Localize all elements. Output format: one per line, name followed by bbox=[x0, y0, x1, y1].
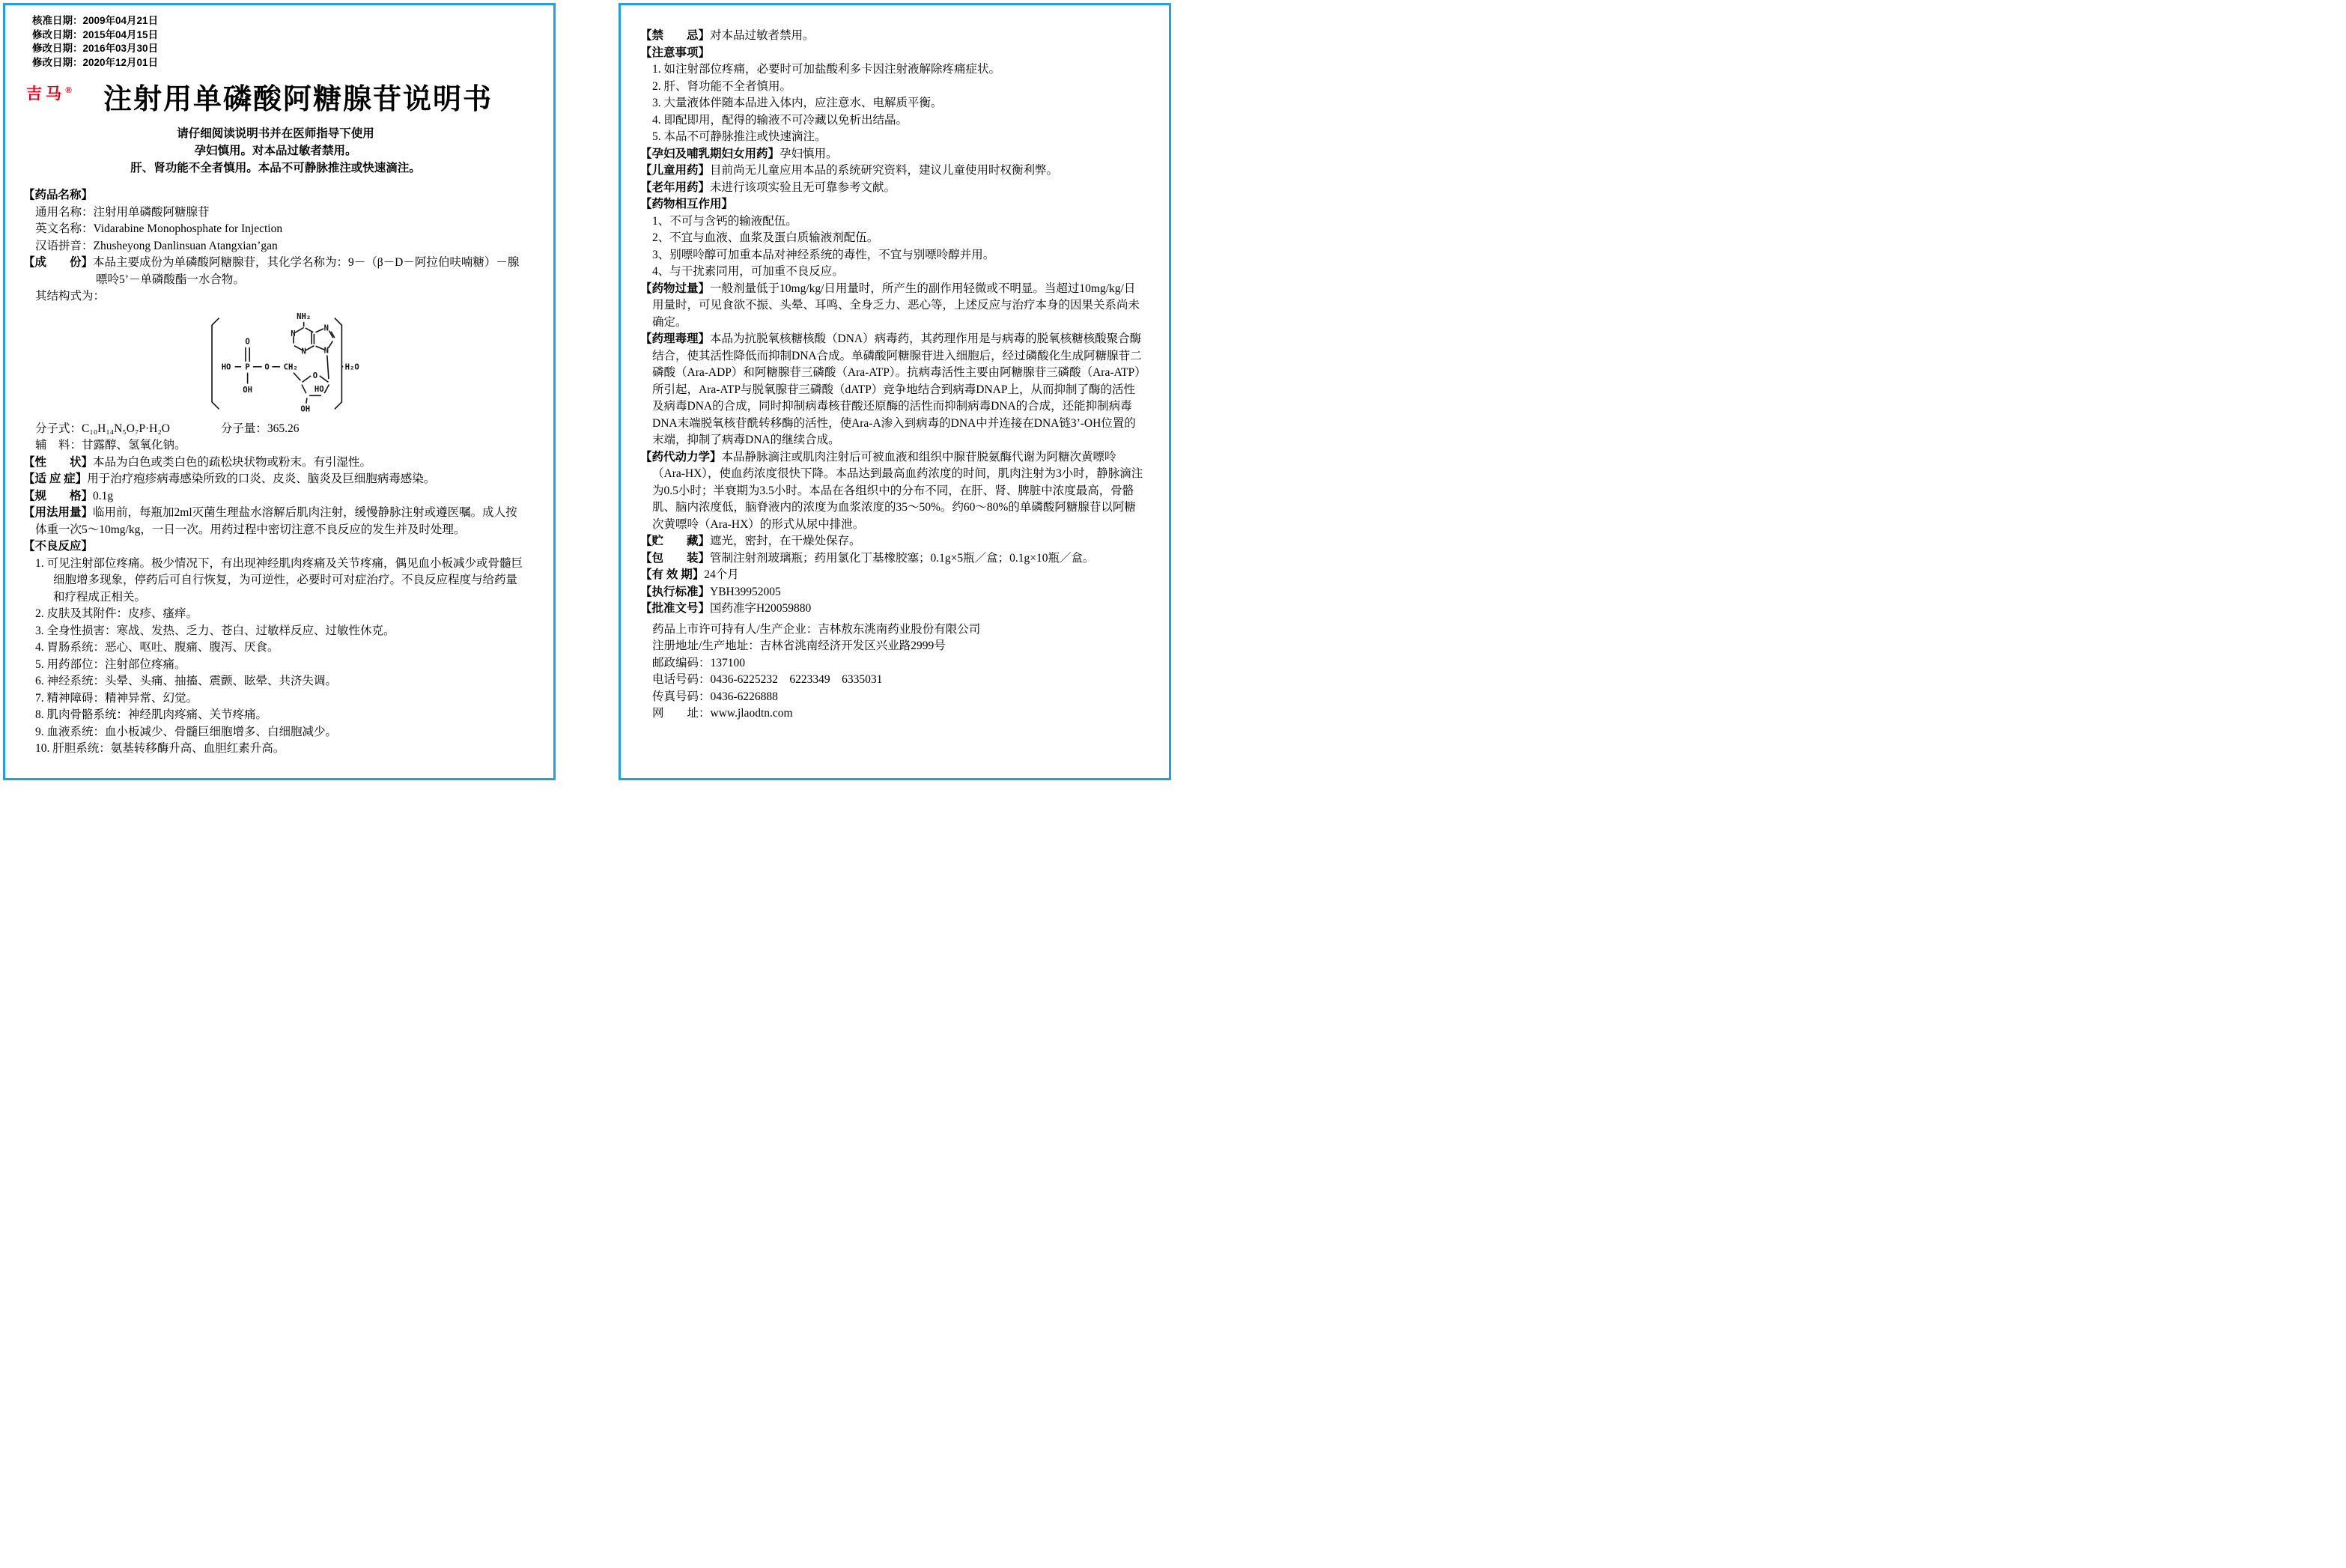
paragraph: 1、不可与含钙的输液配伍。 bbox=[652, 214, 797, 228]
paragraph: 汉语拼音：Zhusheyong Danlinsuan Atangxian’gan bbox=[35, 239, 278, 252]
svg-text:OH: OH bbox=[300, 404, 311, 413]
section-entry: 【有 效 期】24个月 bbox=[640, 568, 739, 581]
approval-date-line: 修改日期：2016年03月30日 bbox=[32, 43, 159, 54]
section-entry: 【适 应 症】用于治疗疱疹病毒感染所致的口炎、皮炎、脑炎及巨细胞病毒感染。 bbox=[23, 472, 436, 485]
section-entry bbox=[23, 538, 528, 556]
paragraph: 药品上市许可持有人/生产企业：吉林敖东洮南药业股份有限公司 bbox=[652, 622, 981, 636]
svg-text:HO: HO bbox=[314, 384, 324, 394]
svg-text:N: N bbox=[291, 329, 296, 338]
paragraph: 7. 精神障碍：精神异常、幻觉。 bbox=[35, 691, 198, 705]
paragraph: 9. 血液系统：血小板减少、骨髓巨细胞增多、白细胞减少。 bbox=[35, 725, 338, 738]
section-label: 【药代动力学】 bbox=[640, 450, 722, 464]
svg-text:O: O bbox=[312, 371, 318, 380]
paragraph: 2、不宜与血液、血浆及蛋白质输液剂配伍。 bbox=[652, 231, 879, 244]
section-label: 【禁 忌】 bbox=[640, 29, 711, 42]
section-entry bbox=[23, 187, 528, 204]
section-entry bbox=[640, 196, 1145, 213]
paragraph: 分子式：C₁₀H₁₄N₅O₇P·H₂O 分子量：365.26 bbox=[35, 422, 300, 435]
paragraph: 其结构式为： bbox=[35, 290, 106, 303]
paragraph: 4. 即配即用，配得的输液不可冷藏以免析出结晶。 bbox=[652, 113, 908, 127]
paragraph: 邮政编码：137100 bbox=[652, 656, 746, 669]
molecular-weight: 分子量：365.26 bbox=[220, 422, 300, 435]
paragraph: 电话号码：0436-6225232 6223349 6335031 bbox=[652, 673, 883, 686]
svg-text:HO: HO bbox=[221, 362, 231, 371]
brand-logo: 吉马® bbox=[26, 85, 72, 103]
section-label: 【用法用量】 bbox=[23, 506, 94, 519]
paragraph: 4. 胃肠系统：恶心、呕吐、腹痛、腹泻、厌食。 bbox=[35, 641, 279, 654]
paragraph: 8. 肌肉骨骼系统：神经肌肉疼痛、关节疼痛。 bbox=[35, 708, 268, 721]
drug-leaflet bbox=[0, 0, 1173, 784]
svg-text:NH₂: NH₂ bbox=[297, 312, 312, 321]
section-entry: 【规 格】0.1g bbox=[23, 489, 114, 502]
section-label: 【药物相互作用】 bbox=[640, 198, 734, 210]
right-body bbox=[640, 28, 1145, 723]
svg-text:N: N bbox=[301, 346, 306, 356]
warning-line: 孕妇慎用。对本品过敏者禁用。 bbox=[194, 145, 357, 157]
approval-date-line: 修改日期：2020年12月01日 bbox=[32, 56, 159, 68]
title-row bbox=[23, 76, 528, 116]
paragraph: 传真号码：0436-6226888 bbox=[652, 690, 778, 703]
chemical-structure-svg bbox=[200, 308, 362, 419]
paragraph: 通用名称：注射用单磷酸阿糖腺苷 bbox=[35, 205, 210, 219]
svg-text:O: O bbox=[245, 337, 250, 347]
registered-trademark-mark: ® bbox=[65, 85, 72, 95]
section-label: 【包 装】 bbox=[640, 551, 711, 565]
left-body-bottom bbox=[23, 421, 528, 758]
paragraph: 注册地址/生产地址：吉林省洮南经济开发区兴业路2999号 bbox=[652, 639, 946, 652]
section-entry bbox=[640, 45, 1145, 62]
paragraph: 3. 大量液体伴随本品进入体内，应注意水、电解质平衡。 bbox=[652, 97, 943, 109]
warning-line: 请仔细阅读说明书并在医师指导下使用 bbox=[177, 127, 374, 140]
svg-text:OH: OH bbox=[243, 385, 252, 395]
approval-date-line: 核准日期：2009年04月21日 bbox=[32, 15, 159, 26]
paragraph: 英文名称：Vidarabine Monophosphate for Injection bbox=[35, 222, 283, 235]
svg-text:N: N bbox=[323, 323, 329, 333]
section-label: 【注意事项】 bbox=[640, 46, 711, 59]
section-entry: 【批准文号】国药准字H20059880 bbox=[640, 602, 812, 615]
paragraph: 网 址：www.jlaodtn.com bbox=[652, 707, 793, 720]
section-entry: 【老年用药】未进行该项实验且无可靠参考文献。 bbox=[640, 180, 896, 194]
paragraph: 4、与干扰素同用，可加重不良反应。 bbox=[652, 265, 844, 278]
warning-line: 肝、肾功能不全者慎用。本品不可静脉推注或快速滴注。 bbox=[130, 162, 421, 174]
section-entry: 【禁 忌】对本品过敏者禁用。 bbox=[640, 29, 815, 42]
section-label: 【有 效 期】 bbox=[640, 568, 705, 581]
section-entry: 【执行标准】YBH39952005 bbox=[640, 585, 781, 598]
paragraph: 2. 肝、肾功能不全者慎用。 bbox=[652, 79, 792, 93]
section-label: 【性 状】 bbox=[23, 455, 94, 469]
paragraph: 辅 料：甘露醇、氢氧化钠。 bbox=[35, 439, 186, 452]
bracket-left bbox=[212, 317, 219, 409]
paragraph: 10. 肝胆系统：氨基转移酶升高、血胆红素升高。 bbox=[35, 742, 285, 755]
section-label: 【贮 藏】 bbox=[640, 535, 711, 547]
section-entry: 【用法用量】临用前，每瓶加2ml灭菌生理盐水溶解后肌肉注射，缓慢静脉注射或遵医嘱。成人按体重一次5～10mg/kg，一日一次。用药过程中密切注意不良反应的发生并及时处理。 bbox=[23, 506, 517, 536]
paragraph: 5. 本品不可静脉推注或快速滴注。 bbox=[652, 130, 827, 143]
section-label: 【适 应 症】 bbox=[23, 472, 88, 485]
svg-text:CH₂: CH₂ bbox=[283, 362, 298, 371]
section-entry: 【成 份】本品主要成份为单磷酸阿糖腺苷，其化学名称为：9－（β－D－阿拉伯呋喃糖）－腺嘌呤5’－单磷酸酯一水合物。 bbox=[23, 256, 520, 286]
section-entry: 【药代动力学】本品静脉滴注或肌肉注射后可被血液和组织中腺苷脱氨酶代谢为阿糖次黄嘌呤（Ara-HX），使血药浓度很快下降。本品达到最高血药浓度的时间，肌肉注射为3小时，静脉滴注为0.5小时；半衰期为3.5小时。本品在各组织中的分布不同，在肝、肾、脾脏中浓度最高，骨骼肌、脑内浓度低，脑脊液内的浓度为血浆浓度的35～50%。约60～80%的单磷酸阿糖腺苷以阿糖次黄嘌呤（Ara-HX）的形式从尿中排泄。 bbox=[640, 450, 1143, 531]
svg-text:·H₂O: ·H₂O bbox=[340, 362, 359, 371]
svg-text:N: N bbox=[323, 345, 329, 355]
section-label: 【成 份】 bbox=[23, 256, 94, 269]
section-label: 【老年用药】 bbox=[640, 180, 711, 194]
chemical-structure-diagram bbox=[200, 308, 362, 419]
section-label: 【儿童用药】 bbox=[640, 164, 711, 177]
paragraph: 1. 可见注射部位疼痛。极少情况下，有出现神经肌肉疼痛及关节疼痛，偶见血小板减少或骨髓巨细胞增多现象，停药后可自行恢复，为可逆性，必要时可对症治疗。不良反应程度与给药量和疗程成正相关。 bbox=[35, 556, 523, 604]
paragraph: 2. 皮肤及其附件：皮疹、瘙痒。 bbox=[35, 607, 198, 620]
warning-statements bbox=[23, 125, 528, 177]
section-label: 【执行标准】 bbox=[640, 585, 711, 598]
section-label: 【批准文号】 bbox=[640, 602, 711, 615]
svg-text:O: O bbox=[264, 362, 270, 371]
section-label: 【孕妇及哺乳期妇女用药】 bbox=[640, 147, 780, 160]
paragraph: 6. 神经系统：头晕、头痛、抽搐、震颤、眩晕、共济失调。 bbox=[35, 675, 338, 687]
section-entry: 【贮 藏】遮光，密封，在干燥处保存。 bbox=[640, 535, 861, 547]
paragraph: 3. 全身性损害：寒战、发热、乏力、苍白、过敏样反应、过敏性休克。 bbox=[35, 624, 395, 637]
section-entry: 【包 装】管制注射剂玻璃瓶；药用氯化丁基橡胶塞；0.1g×5瓶／盒；0.1g×10瓶／盒。 bbox=[640, 551, 1095, 565]
section-label: 【药理毒理】 bbox=[640, 332, 711, 345]
leaflet-page-right bbox=[619, 3, 1171, 780]
leaflet-page-left bbox=[3, 3, 556, 780]
section-entry: 【性 状】本品为白色或类白色的疏松块状物或粉末。有引湿性。 bbox=[23, 455, 372, 469]
approval-dates bbox=[23, 14, 528, 70]
section-entry: 【药理毒理】本品为抗脱氧核糖核酸（DNA）病毒药，其药理作用是与病毒的脱氧核糖核酸聚合酶结合，使其活性降低而抑制DNA合成。单磷酸阿糖腺苷进入细胞后，经过磷酸化生成阿糖腺苷二磷酸（Ara-ADP）和阿糖腺苷三磷酸（Ara-ATP）。抗病毒活性主要由阿糖腺苷三磷酸（Ara-ATP）所引起，Ara-ATP与脱氧腺苷三磷酸（dATP）竞争地结合到病毒DNAP上，从而抑制了酶的活性及病毒DNA的合成，同时抑制病毒核苷酸还原酶的活性而抑制病毒DNA的合成，还能抑制病毒DNA末端脱氧核苷酰转移酶的活性，使Ara-A渗入到病毒的DNA中并连接在DNA链3’-OH位置的末端，抑制了病毒DNA的继续合成。 bbox=[640, 332, 1142, 446]
page-title: 注射用单磷酸阿糖腺苷说明书 bbox=[103, 84, 493, 115]
section-label: 【规 格】 bbox=[23, 489, 94, 502]
approval-date-line: 修改日期：2015年04月15日 bbox=[32, 28, 159, 40]
section-label: 【药物过量】 bbox=[640, 282, 711, 295]
section-label: 【不良反应】 bbox=[23, 540, 94, 553]
paragraph: 3、别嘌呤醇可加重本品对神经系统的毒性，不宜与别嘌呤醇并用。 bbox=[652, 248, 995, 261]
section-entry: 【药物过量】一般剂量低于10mg/kg/日用量时，所产生的副作用轻微或不明显。当超过10mg/kg/日用量时，可见食欲不振、头晕、耳鸣、全身乏力、恶心等，上述反应与治疗本身的因果关系尚未确定。 bbox=[640, 282, 1140, 329]
paragraph: 1. 如注射部位疼痛，必要时可加盐酸利多卡因注射液解除疼痛症状。 bbox=[652, 63, 1001, 76]
paragraph: 5. 用药部位：注射部位疼痛。 bbox=[35, 657, 186, 671]
section-entry: 【孕妇及哺乳期妇女用药】孕妇慎用。 bbox=[640, 147, 838, 160]
svg-text:P: P bbox=[245, 362, 250, 371]
left-body-top bbox=[23, 187, 528, 306]
section-label: 【药品名称】 bbox=[23, 189, 94, 201]
section-entry: 【儿童用药】目前尚无儿童应用本品的系统研究资料，建议儿童使用时权衡利弊。 bbox=[640, 164, 1059, 177]
